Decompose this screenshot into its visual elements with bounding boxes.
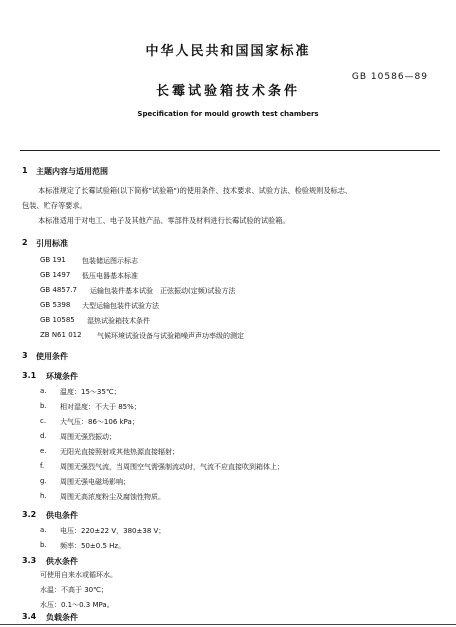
list-item: 相对湿度：不大于 85%； xyxy=(60,403,141,411)
subsection-3-2-title: 供电条件 xyxy=(46,511,78,520)
section-3-number: 3 xyxy=(22,351,28,360)
ref-title: 大型运输包装件试验方法 xyxy=(82,302,159,310)
subsection-3-2-number: 3.2 xyxy=(22,510,37,519)
list-item: 无阳光直接照射或其他热源直接辐射； xyxy=(60,448,179,456)
subsection-3-3-title: 供水条件 xyxy=(46,557,78,566)
list-mark: f. xyxy=(40,462,45,470)
list-mark: a. xyxy=(40,526,47,534)
subsection-3-4-number: 3.4 xyxy=(22,612,37,621)
ref-title: 运输包装件基本试验 正弦振动(定频)试验方法 xyxy=(90,287,236,295)
section-3-title: 使用条件 xyxy=(36,352,68,361)
section-1-para-2: 本标准适用于对电工、电子及其他产品、零部件及材料进行长霉试验的试验箱。 xyxy=(38,216,290,225)
ref-title: 包装储运图示标志 xyxy=(82,257,138,265)
list-item: 电压：220±22 V，380±38 V； xyxy=(60,527,166,535)
section-2-title: 引用标准 xyxy=(36,239,68,248)
section-2-number: 2 xyxy=(22,238,28,247)
ref-code: GB 5398 xyxy=(40,301,71,309)
subsection-3-4-title: 负载条件 xyxy=(46,613,78,622)
section-1-para-1b: 包装、贮存等要求。 xyxy=(22,201,87,210)
water-line-1: 可使用自来水或循环水。 xyxy=(40,571,117,579)
list-mark: h. xyxy=(40,492,47,500)
section-1-number: 1 xyxy=(22,166,28,175)
subsection-3-3-number: 3.3 xyxy=(22,556,37,565)
subsection-3-1-title: 环境条件 xyxy=(46,372,78,381)
ref-code: GB 191 xyxy=(40,256,66,264)
list-item: 周围无高浓度粉尘及腐蚀性物质。 xyxy=(60,493,165,501)
subsection-3-1-number: 3.1 xyxy=(22,371,37,380)
ref-title: 气候环境试验设备与试验箱噪声声功率级的测定 xyxy=(97,332,244,340)
list-mark: b. xyxy=(40,402,47,410)
list-mark: c. xyxy=(40,417,47,425)
list-mark: b. xyxy=(40,541,47,549)
list-item: 周围无强烈振动； xyxy=(60,433,116,441)
list-item: 温度：15～35℃； xyxy=(60,388,121,396)
water-line-2: 水温：不高于 30℃； xyxy=(40,586,108,594)
standard-number: GB 10586—89 xyxy=(351,72,428,82)
ref-code: GB 4857.7 xyxy=(40,286,77,294)
list-item: 周围无强电磁场影响； xyxy=(60,478,130,486)
ref-code: ZB N61 012 xyxy=(40,331,82,339)
list-mark: a. xyxy=(40,387,47,395)
list-item: 大气压：86～106 kPa； xyxy=(60,418,139,426)
document-subtitle: Specification for mould growth test chambers xyxy=(137,110,319,118)
list-item: 周围无强烈气流，当周围空气需强制流动时，气流不应直接吹到箱体上； xyxy=(60,463,284,471)
page-bottom-edge xyxy=(0,624,456,625)
water-line-3: 水压：0.1～0.3 MPa。 xyxy=(40,601,114,609)
list-item: 频率：50±0.5 Hz。 xyxy=(60,542,126,550)
list-mark: g. xyxy=(40,477,47,485)
ref-title: 湿热试验箱技术条件 xyxy=(87,317,150,325)
header-divider xyxy=(20,150,440,151)
list-mark: e. xyxy=(40,447,47,455)
list-mark: d. xyxy=(40,432,47,440)
ref-code: GB 10585 xyxy=(40,316,75,324)
ref-code: GB 1497 xyxy=(40,271,71,279)
document-title: 长霉试验箱技术条件 xyxy=(155,84,300,99)
ref-title: 低压电器基本标准 xyxy=(82,272,138,280)
section-1-para-1a: 本标准规定了长霉试验箱(以下简称"试验箱")的使用条件、技术要求、试验方法、检验规则及标志、 xyxy=(38,186,353,195)
standard-org-heading: 中华人民共和国国家标准 xyxy=(145,44,311,59)
section-1-title: 主题内容与适用范围 xyxy=(36,167,108,176)
